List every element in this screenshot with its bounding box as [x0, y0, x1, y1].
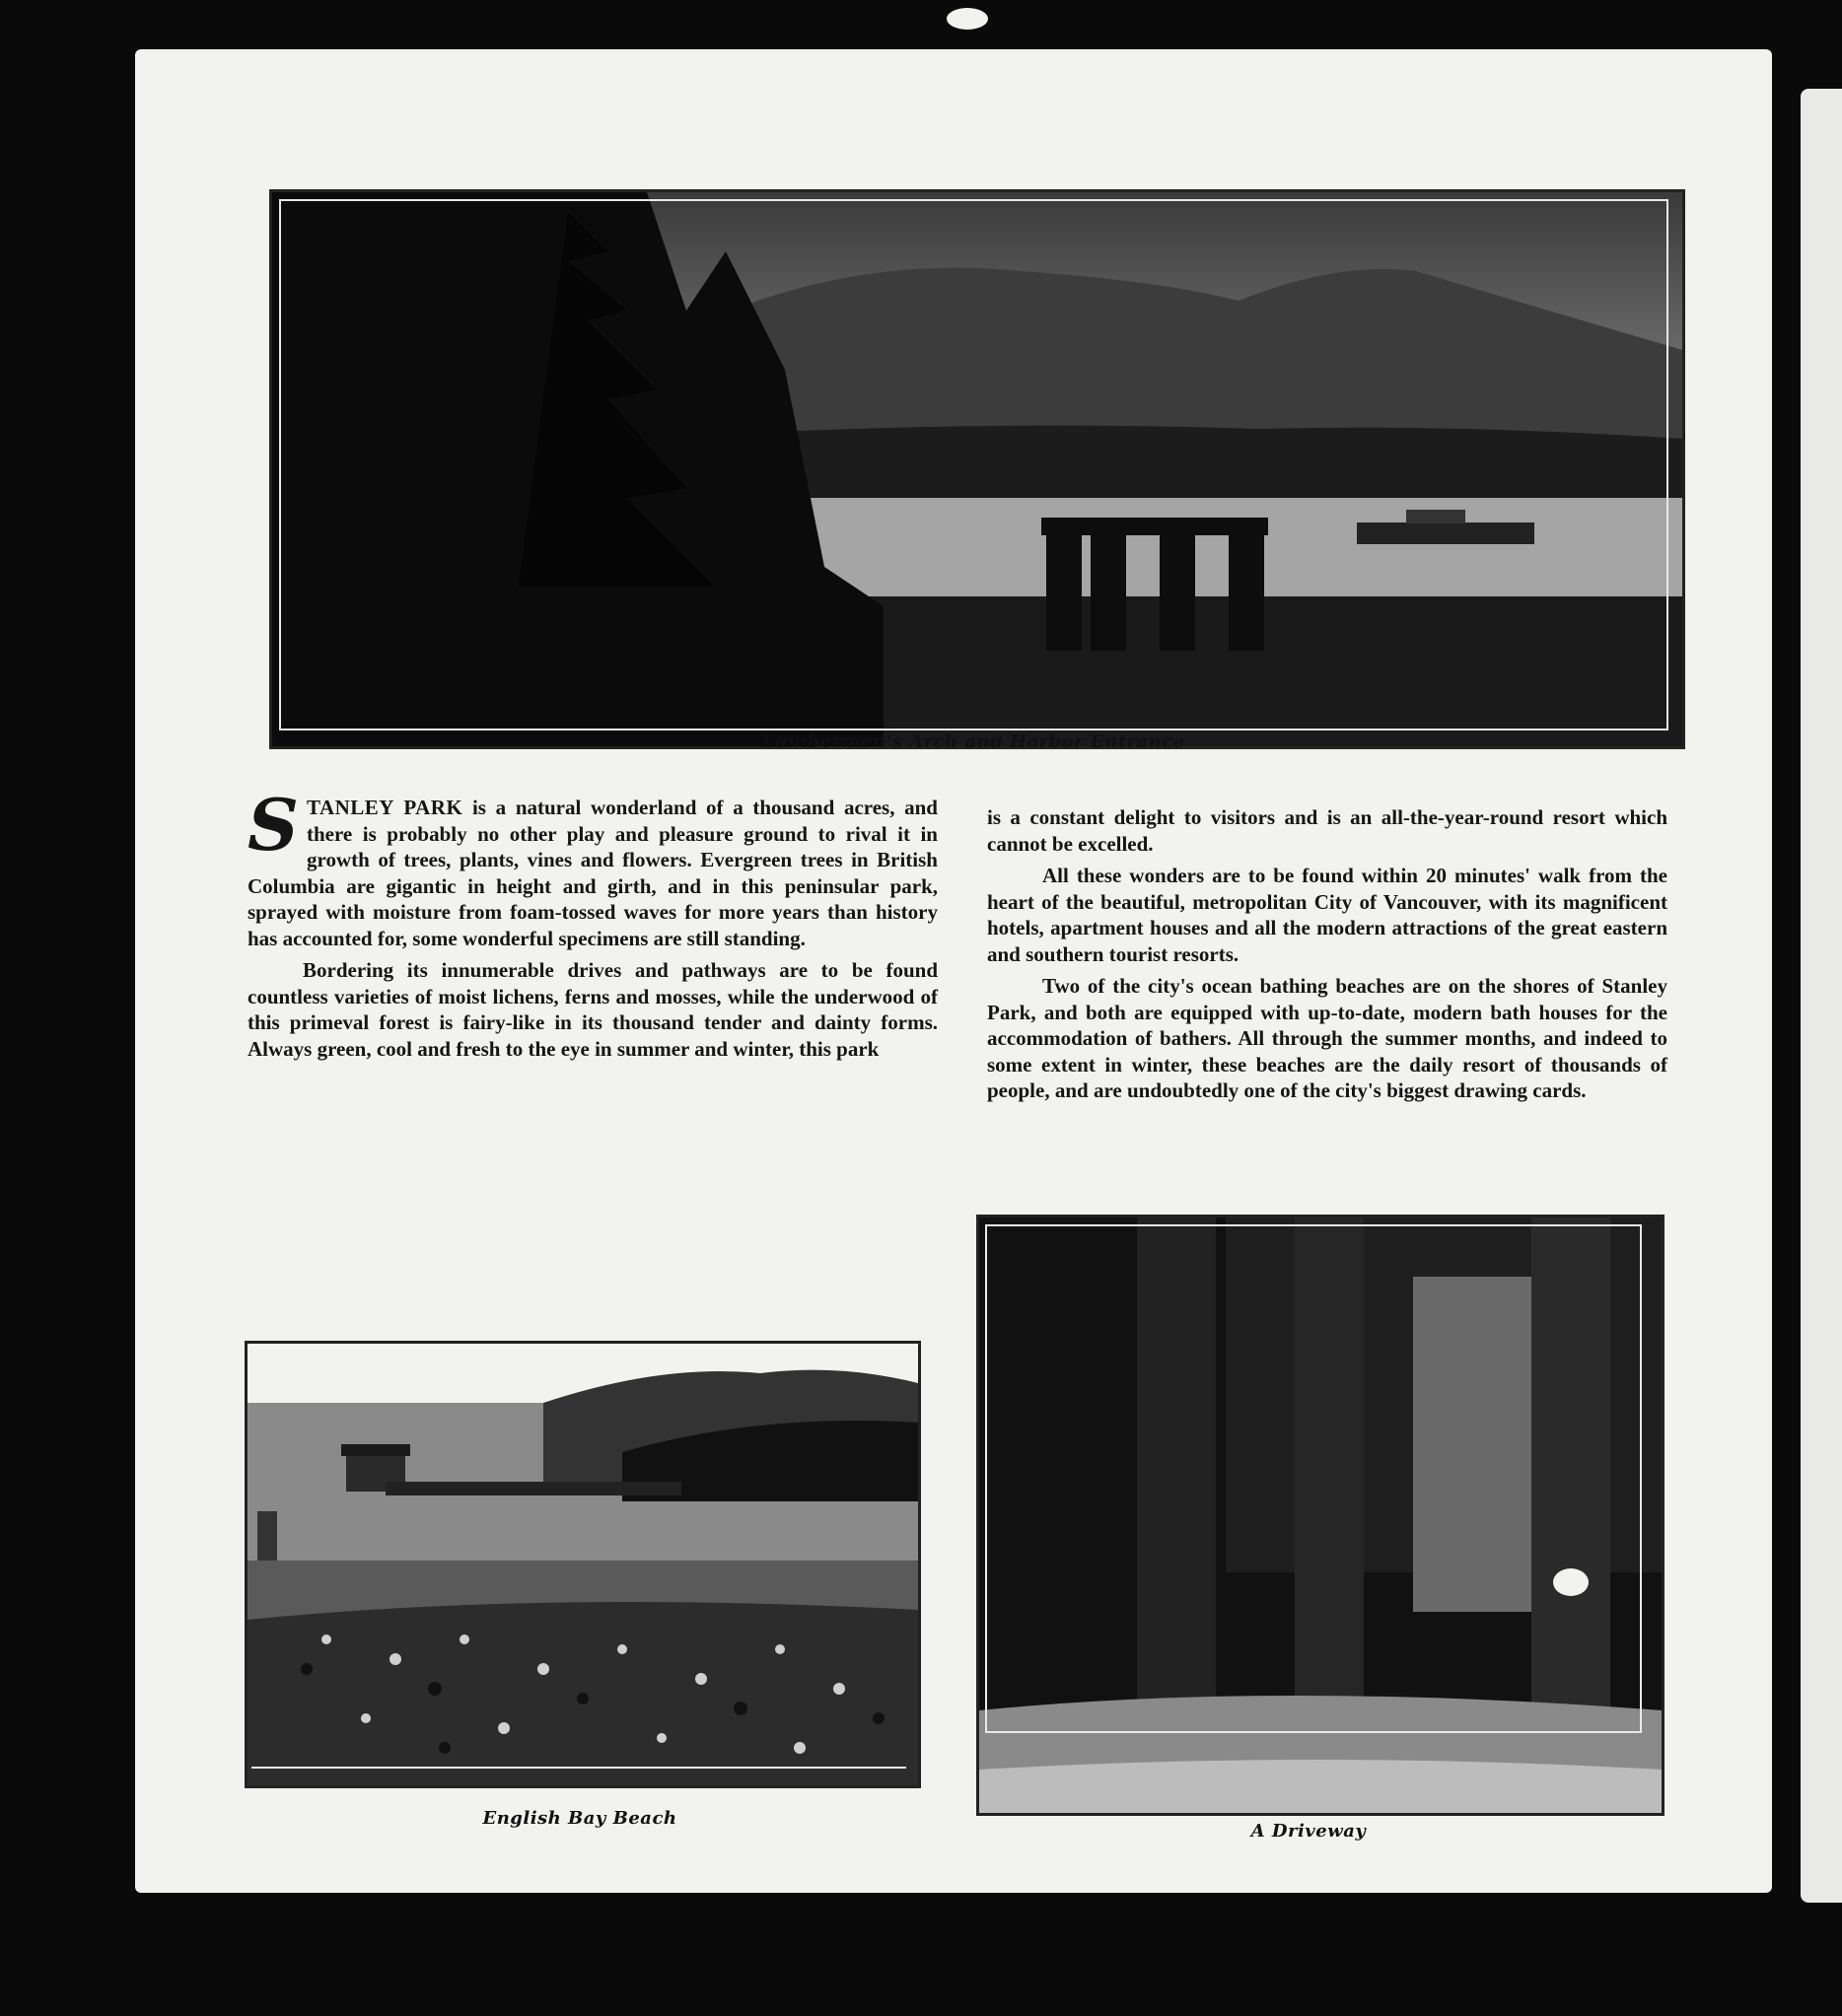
adjacent-page-edge: [1801, 89, 1842, 1903]
top-page-blemish: [947, 8, 988, 30]
forest-driveway-image: [979, 1217, 1662, 1813]
paragraph-4: All these wonders are to be found within 20 minutes' walk from the heart of the beautiful, metropolitan City of Vancouver, with its magnificent hotels, apartment houses and all the modern attractions of the great eastern and southern tourist resorts.: [987, 864, 1667, 966]
paragraph-2: Bordering its innumerable drives and pathways are to be found countless varieties of moist lichens, ferns and mosses, while the underwood of this primeval forest is fairy-like in its thousand tender and dainty forms. Always green, cool and fresh to the eye in summer and winter, this park: [248, 958, 938, 1061]
beach-scene-image: [248, 1344, 918, 1785]
lead-word: TANLEY PARK: [307, 796, 463, 819]
harbor-scene-image: [272, 192, 1682, 746]
photo-driveway: [976, 1215, 1665, 1816]
drop-cap: S: [248, 783, 299, 867]
text-column-left: [248, 783, 938, 1068]
paragraph-1: [248, 783, 938, 951]
photo-english-bay-beach: [245, 1341, 921, 1788]
paragraph-3: is a constant delight to visitors and is an all-the-year-round resort which cannot be excelled.: [987, 805, 1667, 856]
text-column-right: [987, 804, 1667, 1110]
paragraph-5: Two of the city's ocean bathing beaches are on the shores of Stanley Park, and both are equipped with up-to-date, modern bath houses for the accommodation of bathers. All through the summer months, and indeed to some extent in winter, these beaches are the daily resort of thousands of people, and are undoubtedly one of the city's biggest drawing cards.: [987, 974, 1667, 1102]
caption-english-bay-beach: English Bay Beach: [482, 1808, 677, 1829]
photo-lumbermens-arch: [269, 189, 1685, 749]
caption-lumbermens-arch: Lumbermen's Arch and Harbor Entrance: [761, 731, 1185, 752]
page-gutter: [1775, 39, 1801, 1912]
paragraph-1-text: is a natural wonderland of a thousand acres, and there is probably no other play and pleasure ground to rival it in growth of trees, plants, vines and flowers. Evergreen trees in British Columbia are gigantic in height and girth, and in this peninsular park, sprayed with moisture from foam-tossed waves for more years than history has accounted for, some wonderful specimens are still standing.: [248, 796, 938, 950]
caption-driveway: A Driveway: [1250, 1821, 1367, 1842]
brochure-page: [135, 49, 1772, 1893]
